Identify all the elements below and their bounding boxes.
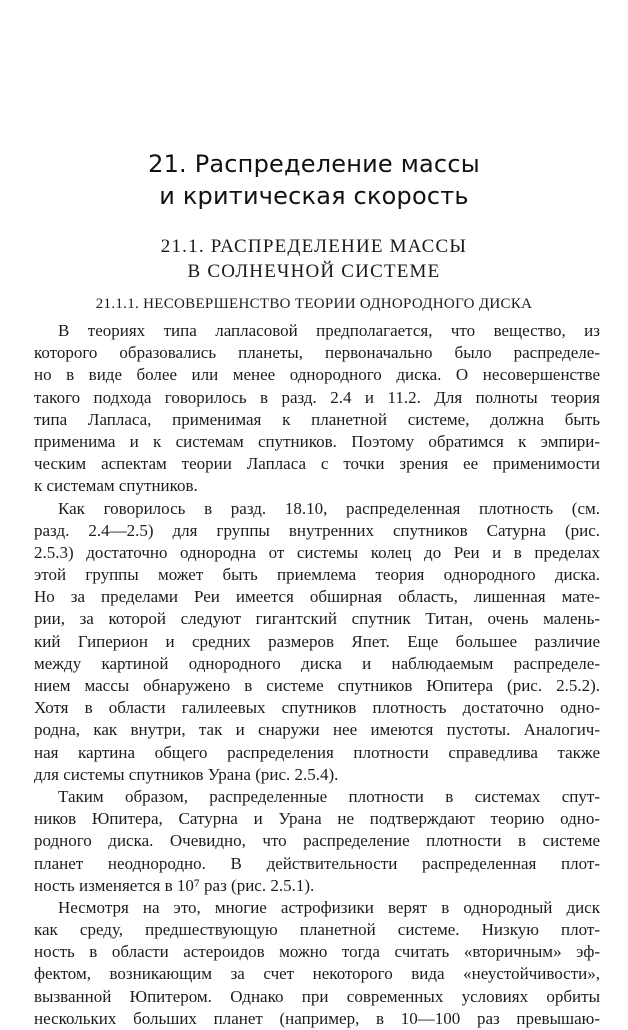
paragraph-2-line: между картиной однородного диска и наблюдаемым распределе- (34, 653, 600, 673)
paragraph-1-line: применима и к системам спутников. Поэтому обратимся к эмпири- (34, 431, 600, 451)
paragraph-2-line: кий Гиперион и средних размеров Япет. Еще большее различие (34, 631, 600, 651)
paragraph-1-line: ческим аспектам теории Лапласа с точки зрения ее применимости (34, 454, 600, 474)
paragraph-3-line: родного диска. Очевидно, что распределение плотности в системе (34, 831, 600, 851)
paragraph-2-line: нием массы обнаружено в системе спутников Юпитера (рис. 2.5.2). (34, 676, 600, 695)
paragraph-4-line: как среду, предшествующую планетной системе. Низкую плот- (34, 920, 600, 940)
paragraph-1-line: типа Лапласа, применимая к планетной системе, должна быть (34, 409, 600, 429)
section-title-line-1: 21.1. РАСПРЕДЕЛЕНИЕ МАССЫ (160, 236, 468, 257)
paragraph-2-line: рии, за которой следуют гигантский спутник Титан, очень малень- (34, 609, 600, 629)
paragraph-1-line: к системам спутников. (34, 476, 198, 496)
paragraph-2-line: для системы спутников Урана (рис. 2.5.4). (34, 764, 339, 784)
paragraph-2-line: этой группы может быть приемлема теория однородного диска. (34, 565, 600, 585)
paragraph-3-line: ников Юпитера, Сатурна и Урана не подтверждают теорию одно- (34, 809, 600, 829)
paragraph-3-line: планет неоднородно. В действительности распределенная плот- (34, 853, 600, 873)
paragraph-2-line: родна, как внутри, так и снаружи нее имеются пустоты. Аналогич- (34, 720, 600, 740)
paragraph-2-line: 2.5.3) достаточно однородна от системы колец до Реи и в пределах (34, 542, 600, 562)
paragraph-2-line: Как говорилось в разд. 18.10, распределенная плотность (см. (58, 498, 600, 518)
paragraph-2-line: разд. 2.4—2.5) для группы внутренних спутников Сатурна (рис. (34, 520, 600, 540)
chapter-title-line-2: и критическая скорость (159, 182, 469, 210)
paragraph-1-line: которого образовались планеты, первоначально было распределе- (34, 343, 600, 363)
paragraph-4-line: Несмотря на это, многие астрофизики верят в однородный диск (58, 897, 600, 917)
paragraph-4-line: нескольких больших планет (например, в 10—100 раз превышаю- (34, 1008, 600, 1028)
paragraph-2-line: ная картина общего распределения плотности справедлива также (34, 742, 600, 762)
paragraph-3-line: ность изменяется в 10⁷ раз (рис. 2.5.1). (34, 875, 315, 895)
body-text (34, 320, 600, 1030)
paragraph-1-line: но в виде более или менее однородного диска. О несовершенстве (34, 365, 600, 385)
section-title-line-2: В СОЛНЕЧНОЙ СИСТЕМЕ (187, 261, 441, 282)
subsection-title: 21.1.1. НЕСОВЕРШЕНСТВО ТЕОРИИ ОДНОРОДНОГО ДИСКА (95, 296, 533, 312)
chapter-title-line-1: 21. Распределение массы (148, 150, 480, 178)
paragraph-3-line: Таким образом, распределенные плотности в системах спут- (58, 786, 600, 806)
paragraph-2-line: Но за пределами Реи имеется обширная область, лишенная мате- (34, 587, 600, 607)
paragraph-1-line: такого подхода говорилось в разд. 2.4 и 11.2. Для полноты теория (34, 387, 600, 407)
paragraph-4-line: ность в области астероидов можно тогда считать «вторичным» эф- (34, 942, 600, 962)
paragraph-4-line: фектом, возникающим за счет некоторого вида «неустойчивости», (34, 964, 600, 984)
paragraph-4-line: вызванной Юпитером. Однако при современных условиях орбиты (34, 986, 600, 1006)
paragraph-2-line: Хотя в области галилеевых спутников плотность достаточно одно- (34, 698, 600, 718)
paragraph-1-line: В теориях типа лапласовой предполагается, что вещество, из (58, 321, 600, 340)
